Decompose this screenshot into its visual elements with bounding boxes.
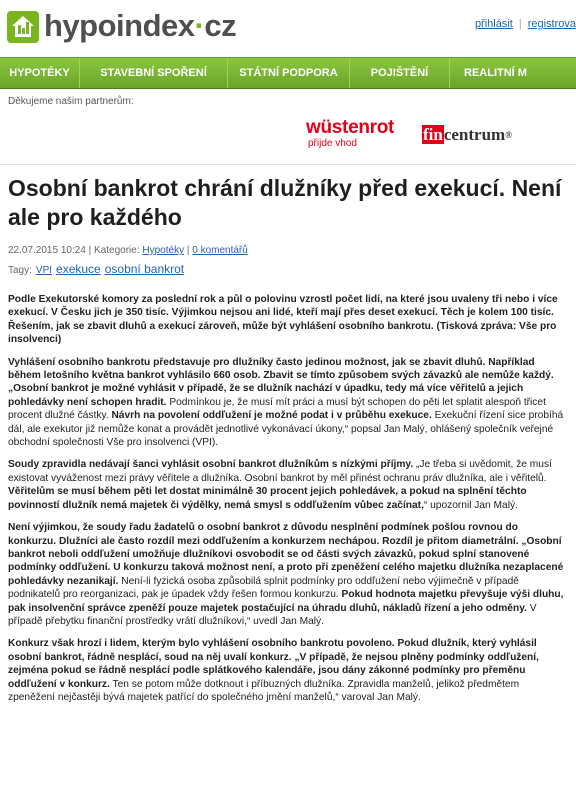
category-link[interactable]: Hypotéky bbox=[142, 245, 185, 256]
text-run: “ upozornil Jan Malý. bbox=[423, 499, 518, 511]
text-run: Podmínkou je, že musí mít práci a musí být schopen do pěti let splatit alespoň třicet procent dlužné částky. bbox=[8, 396, 546, 422]
house-logo-icon[interactable] bbox=[6, 10, 40, 44]
article-paragraph bbox=[8, 521, 568, 628]
bold-text-run: Soudy zpravidla nedávají šanci vyhlásit osobní bankrot dlužníkům s nízkými příjmy. bbox=[8, 459, 414, 471]
text-run: V případě přebytku finanční prostředky vrátí dlužníkovi,“ uvedl Jan Malý. bbox=[8, 602, 537, 627]
article-paragraph bbox=[8, 293, 568, 347]
tags-label: Tagy: bbox=[8, 265, 32, 276]
text-run: Ten se potom může dotknout i příbuzných dlužníka. Zpravidla manželů, jelikož předmětem zpeněžení nejčastěji bývá majetek patřící do společného jmění manželů,“ varoval Jan Malý. bbox=[8, 678, 520, 703]
site-header bbox=[0, 0, 576, 56]
article-tags bbox=[8, 262, 184, 276]
article-paragraph bbox=[8, 458, 568, 512]
wustenrot-logo[interactable] bbox=[306, 118, 394, 150]
nav-item-statni-podpora[interactable]: STÁTNÍ PODPORA bbox=[228, 58, 350, 88]
fincentrum-logo[interactable] bbox=[422, 123, 512, 147]
logo-name: hypoindex bbox=[44, 8, 195, 43]
partners-label: Děkujeme našim partnerům: bbox=[8, 96, 134, 107]
fincentrum-prefix: fin bbox=[423, 125, 443, 144]
article-paragraph bbox=[8, 356, 568, 450]
article-paragraph bbox=[8, 637, 568, 704]
bold-text-run: Konkurz však hrozí i lidem, kterým bylo vyhlášení osobního bankrotu povoleno. Pokud dlužník, který vyhlásil osobní bankrot, řádně nesplácí, soud na něj uvalí konkurz. „V případě, že nejsou plněny podmínky oddľužení, zejména pokud se řádně nesplácí podle splátkového kalendáře, jsou dány zákonné podmínky pro přeměnu oddľužení v konkurz. bbox=[8, 638, 539, 690]
login-link[interactable]: přihlásit bbox=[474, 18, 513, 30]
text-run: Není-li fyzická osoba způsobilá splnit podmínky pro oddľužení nebo výjimečně v případě podnikatelů pro reorganizaci, pak je úpadek vždy řešen formou konkurzu. bbox=[8, 575, 519, 601]
register-link[interactable]: registrova bbox=[527, 18, 576, 30]
tag-link[interactable]: VPI bbox=[35, 265, 53, 276]
wustenrot-name: wüstenrot bbox=[306, 117, 395, 138]
account-links: přihlásit | registrova bbox=[474, 18, 576, 30]
article-meta: 22.07.2015 10:24 | Kategorie: Hypotéky | 0 komentářů bbox=[8, 245, 248, 256]
logo-dot: · bbox=[194, 8, 205, 43]
bold-text-run: Podle Exekutorské komory za poslední rok a půl o polovinu vzrostl počet lidí, na které jsou uvaleny tři nebo i více exekucí. V Česku jich je 350 tisíc. Výjimkou nejsou ani lidé, kteří mají přes deset exekucí. Těch je kolem 100 tisíc. Řešením, jak se zbavit dluhů a exekucí zároveň, může být vyhlášení osobního bankrotu. (Tisková zpráva: Vše pro insolvenci) bbox=[8, 294, 558, 346]
logo-suffix: cz bbox=[204, 8, 237, 43]
article-title: Osobní bankrot chrání dlužníky před exekucí. Není ale pro každého bbox=[8, 175, 562, 230]
bold-text-run: Věřitelům se musí během pěti let dostat minimálně 30 procent jejich pohledávek, a pokud na splnění těchto povinností dlužník nemá majetek či výdělky, nemá smysl s oddľužením vůbec začínat, bbox=[8, 486, 527, 511]
tag-link[interactable]: exekuce bbox=[56, 262, 101, 276]
nav-item-realitni[interactable]: REALITNÍ M bbox=[464, 67, 527, 79]
fincentrum-suffix: centrum bbox=[443, 125, 506, 144]
bold-text-run: Pokud hodnota majetku převyšuje výši dluhu, pak insolvenční správce zpeněží pouze majetek postačující na úhradu dluhů, nákladů řízení a jeho odměny. bbox=[8, 589, 564, 614]
comments-link[interactable]: 0 komentářů bbox=[192, 245, 248, 256]
article-body bbox=[8, 293, 568, 713]
nav-item-pojisteni[interactable]: POJIŠTĚNÍ bbox=[350, 58, 450, 88]
divider bbox=[0, 164, 576, 165]
text-run: „Je třeba si uvědomit, že musí existovat vyváženost mezi právy věřitele a dlužníka. Osobní bankrot by měl přinést ochranu práv dlužníka, ale i věřitelů. bbox=[8, 459, 552, 484]
nav-item-hypoteky[interactable]: HYPOTÉKY bbox=[0, 58, 80, 88]
bold-text-run: Není výjimkou, že soudy řadu žadatelů o osobní bankrot z důvodu nesplnění podmínek pošlou rovnou do konkurzu. Dlužníci ale často rozdíl mezi oddľužením a konkurzem nechápou. Rozdíl je přitom diametrální. „Osobní bankrot neboli oddľužení umožňuje dlužníkovi osvobodit se od části svých závazků, pokud splní stanovené podmínky oddľužení. U konkurzu taková možnost není, a proto při zpeněžení celého majetku dlužníka nezaplacené pohledávky nezanikají. bbox=[8, 522, 564, 587]
bold-text-run: Vyhlášení osobního bankrotu představuje pro dlužníky často jedinou možnost, jak se zbavit dluhů. Například během letošního května bankrot vyhlásilo 660 osob. Zbavit se tímto způsobem svých závazků ale nemůže každý. „Osobní bankrot je možné vyhlásit v případě, že se dlužník nachází v úpadku, tedy má více věřitelů a jejich pohledávky není schopen hradit. bbox=[8, 356, 554, 408]
bold-text-run: Návrh na povolení oddľužení je možné podat i v průběhu exekuce. bbox=[111, 410, 432, 422]
main-nav bbox=[0, 57, 576, 89]
article-date: 22.07.2015 10:24 bbox=[8, 245, 86, 256]
wustenrot-slogan: přijde vhod bbox=[308, 138, 357, 149]
site-logo[interactable] bbox=[44, 6, 236, 46]
text-run: Exekuční řízení sice probíhá dál, ale exekutor již nemůže konat a provádět jednotlivé vykonávací úkony,“ popsal Jan Malý, ohlášený společník veřejné obchodní společnosti Vše pro insolvenci (VPI). bbox=[8, 410, 564, 449]
nav-item-stavebni-sporeni[interactable]: STAVEBNÍ SPOŘENÍ bbox=[80, 58, 228, 88]
fincentrum-registered-mark: ® bbox=[505, 130, 512, 140]
tag-link[interactable]: osobní bankrot bbox=[104, 262, 185, 276]
